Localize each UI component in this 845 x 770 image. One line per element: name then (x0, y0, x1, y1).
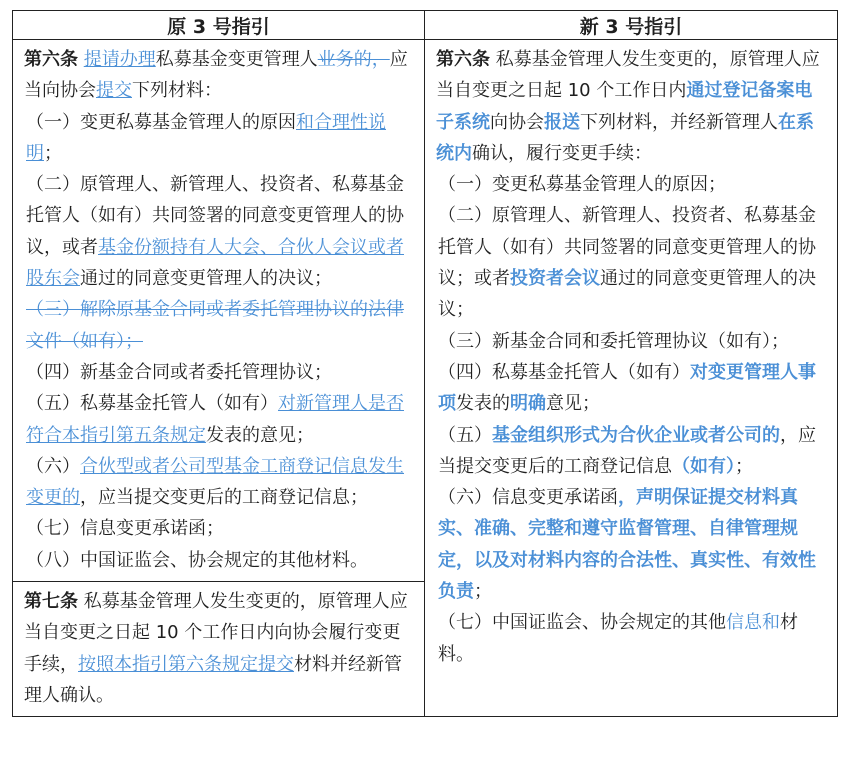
old-art6-title: 第六条 (24, 49, 78, 70)
body-text: 私募基金管理人发生变更的，原管理人应当自变更之日起 10 个工作日内向协会履行变更手续， (24, 591, 408, 675)
old-article-7 (14, 583, 423, 715)
item-text: （一）变更私募基金管理人的原因 (26, 111, 296, 133)
added-text: 投资者会议 (510, 268, 600, 290)
body-text: 私募基金管理人发生变更的，原管理人应当自变更之日起 10 个工作日内 (436, 49, 820, 102)
new-art6-item-3: （三）新基金合同和委托管理协议（如有）； (438, 330, 789, 352)
added-text: 基金份额持有人大会、合伙人会议或者股东会 (26, 236, 404, 290)
comparison-table (12, 10, 838, 717)
header-old: 原 3 号指引 (13, 11, 425, 40)
item-text: ； (474, 581, 492, 603)
item-text: 通过的同意变更管理人的决议； (80, 268, 332, 290)
added-text: 对新管理人是否符合本指引第五条规定 (26, 393, 404, 446)
old-art6-item-7: （七）信息变更承诺函； (26, 518, 224, 540)
new-art6-item-5 (436, 420, 826, 483)
old-art6-item-5 (24, 388, 413, 451)
added-text: 和合理性说明 (26, 111, 386, 164)
body-text: 私募基金变更管理人 (155, 49, 318, 70)
added-text: 基金组织形式为合伙企业或者公司的 (492, 424, 780, 446)
new-art6-item-6 (436, 482, 826, 607)
item-text: （七）中国证监会、协会规定的其他 (438, 612, 726, 634)
item-text: （六）信息变更承诺函 (438, 487, 618, 509)
body-text: 下列材料，并经新管理人 (580, 111, 778, 133)
old-art6-item-4: （四）新基金合同或者委托管理协议； (26, 361, 332, 383)
body-text: 应当向协会 (24, 49, 408, 102)
item-text: （四）私募基金托管人（如有） (438, 361, 690, 383)
added-text: 通过登记备案电子系统 (436, 80, 813, 133)
body-text: 确认，履行变更手续： (472, 142, 652, 164)
body-text: 下列材料： (132, 80, 222, 102)
item-text: 材料。 (438, 612, 798, 665)
item-text: ； (735, 455, 753, 477)
new-art6-item-7 (436, 607, 826, 670)
added-text: 提请办理 (83, 49, 156, 70)
old-article-7-cell (13, 582, 425, 717)
new-art6-item-1: （一）变更私募基金管理人的原因； (438, 174, 726, 196)
body-text: 材料并经新管理人确认。 (24, 653, 402, 706)
item-text: ，应当提交变更后的工商登记信息； (80, 487, 368, 509)
new-art6-title: 第六条 (436, 49, 490, 70)
old-article-6 (14, 41, 423, 580)
old-art6-item-1 (24, 107, 413, 170)
row-article-6 (13, 40, 838, 582)
added-text: 按照本指引第六条规定提交 (78, 653, 294, 675)
old-art6-item-8: （八）中国证监会、协会规定的其他材料。 (26, 549, 368, 571)
deleted-text: 业务的， (317, 49, 390, 70)
old-art6-item-2 (24, 169, 413, 294)
item-text: （六） (26, 455, 80, 477)
old-art7-text (24, 586, 413, 711)
header-new: 新 3 号指引 (425, 11, 838, 40)
old-art6-lead (24, 44, 413, 107)
header-row (13, 11, 838, 40)
added-text: ，声明保证提交材料真实、准确、完整和遵守监督管理、自律管理规定，以及对材料内容的合法性、真实性、有效性负责 (438, 487, 816, 603)
item-text: 通过的同意变更管理人的决议； (438, 268, 816, 321)
old-art6-item-6 (24, 451, 413, 514)
item-text: ； (44, 142, 62, 164)
item-text: （二）原管理人、新管理人、投资者、私募基金托管人（如有）共同签署的同意变更管理人的协议；或者 (438, 205, 816, 290)
added-text: 信息和 (726, 612, 780, 634)
added-text: 在系统内 (436, 111, 814, 164)
new-art6-item-4 (436, 357, 826, 420)
old-art7-title: 第七条 (24, 591, 78, 613)
new-art6-item-2 (436, 200, 826, 325)
added-text: 报送 (544, 111, 580, 133)
added-text: 对变更管理人事项 (438, 361, 816, 415)
item-text: 发表的意见； (206, 424, 314, 446)
item-text: ，应当提交变更后的工商登记信息 (438, 424, 816, 477)
added-text: （如有） (672, 455, 735, 477)
item-text: 发表的 (456, 393, 510, 415)
item-text: （五） (438, 424, 492, 446)
added-text: 提交 (96, 80, 132, 102)
item-text: （五）私募基金托管人（如有） (26, 393, 278, 415)
added-text: 合伙型或者公司型基金工商登记信息发生变更的 (26, 455, 404, 509)
new-art6-lead (436, 44, 826, 169)
old-article-6-cell (13, 40, 425, 582)
body-text: 向协会 (490, 111, 544, 133)
old-art6-item-3: （三）解除原基金合同或者委托管理协议的法律文件（如有）； (26, 299, 404, 352)
new-article-6-cell (425, 40, 838, 717)
added-text: 明确 (510, 393, 546, 415)
new-article-6 (426, 41, 836, 674)
item-text: 意见； (546, 393, 600, 415)
item-text: （二）原管理人、新管理人、投资者、私募基金托管人（如有）共同签署的同意变更管理人的协议，或者 (26, 174, 404, 258)
